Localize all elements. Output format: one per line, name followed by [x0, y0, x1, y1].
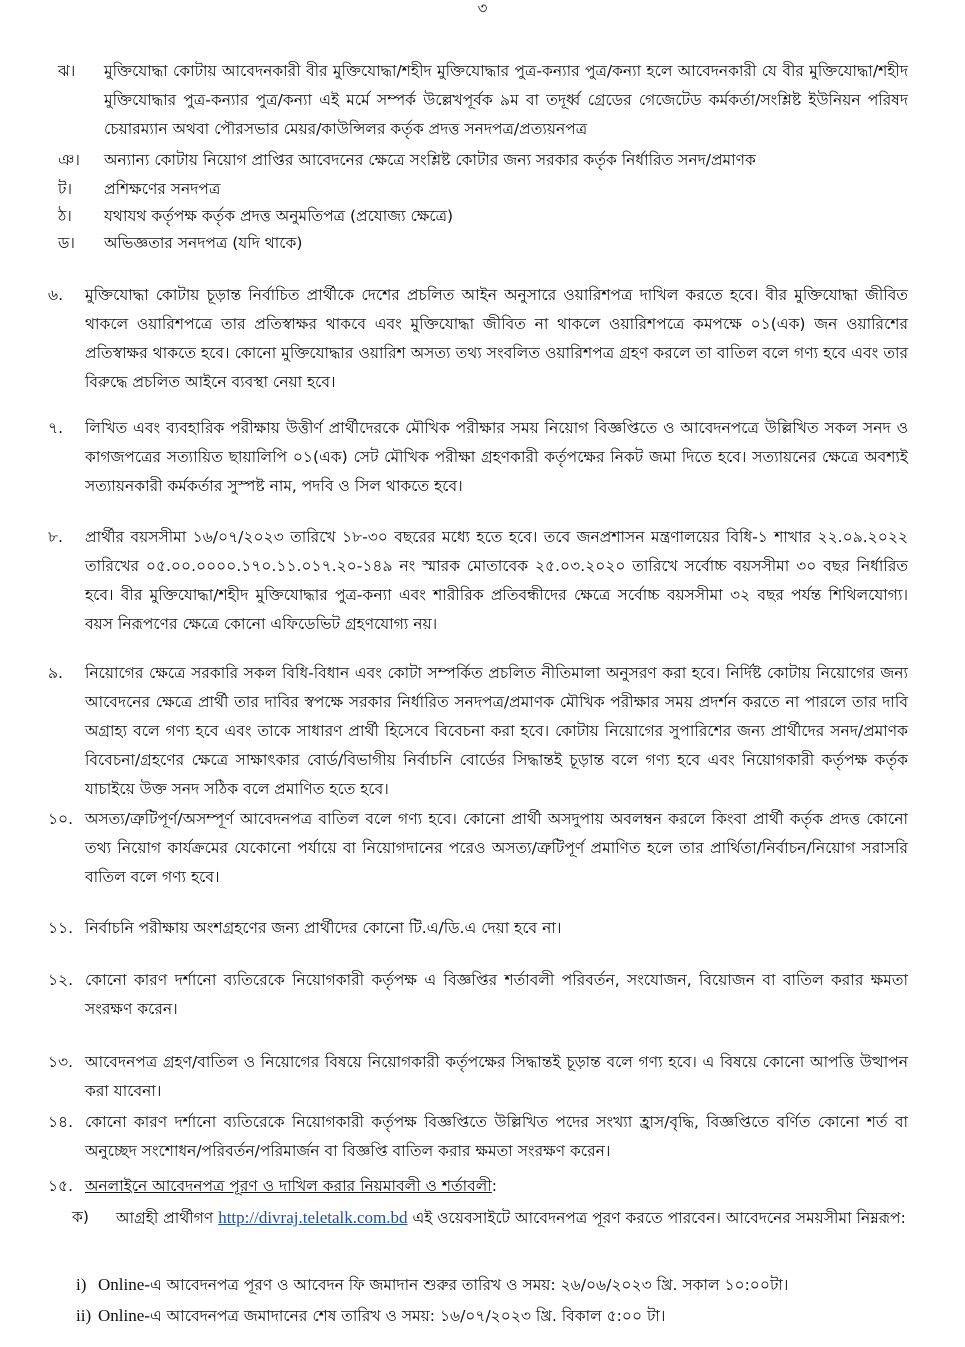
- clause-number: ১৩.: [48, 1053, 74, 1071]
- clause-number: ১১.: [48, 919, 74, 937]
- list-text: প্রশিক্ষণের সনদপত্র: [104, 180, 221, 198]
- clause-9: [48, 659, 908, 804]
- schedule-row-2: [76, 1301, 908, 1331]
- clause-14: [48, 1108, 908, 1166]
- list-item-dda: [58, 229, 908, 258]
- page-number: ৩: [477, 0, 488, 17]
- clause-8: [48, 523, 908, 639]
- clause-number: ১৪.: [48, 1113, 74, 1131]
- clause-text: অসত্য/ত্রুটিপূর্ণ/অসম্পূর্ণ আবেদনপত্র বাতিল বলে গণ্য হবে। কোনো প্রার্থী অসদুপায় অবলম্বন করলে কিংবা প্রার্থী কর্তৃক প্রদত্ত কোনো তথ্য নিয়োগ কার্যক্রমের যেকোনো পর্যায়ে বা নিয়োগদানের পরেও অসত্য/ত্রুটিপূর্ণ প্রমাণিত হলে তার প্রার্থিতা/নির্বাচন/নিয়োগ সরাসরি বাতিল বলে গণ্য হবে।: [85, 810, 908, 886]
- clause-number: ৯.: [48, 664, 63, 682]
- clause-text: আবেদনপত্র গ্রহণ/বাতিল ও নিয়োগের বিষয়ে নিয়োগকারী কর্তৃপক্ষের সিদ্ধান্তই চূড়ান্ত বলে গণ্য হবে। এ বিষয়ে কোনো আপত্তি উত্থাপন করা যাবেনা।: [85, 1053, 908, 1100]
- website-link[interactable]: http://divraj.teletalk.com.bd: [218, 1208, 408, 1227]
- clause-number: ১২.: [48, 971, 74, 989]
- clause-number: ৮.: [48, 528, 63, 546]
- online-prefix: Online-: [98, 1275, 150, 1294]
- schedule-text: [98, 1301, 908, 1331]
- clause-text: নিয়োগের ক্ষেত্রে সরকারি সকল বিধি-বিধান এবং কোটা সম্পর্কিত প্রচলিত নীতিমালা অনুসরণ করা হবে। নির্দিষ্ট কোটায় নিয়োগের জন্য আবেদনের ক্ষেত্রে প্রার্থী তার দাবির স্বপক্ষে সরকার নির্ধারিত সনদপত্র/প্রমাণক মৌখিক পরীক্ষার সময় প্রদর্শন করতে না পারলে তার দাবি অগ্রাহ্য বলে গণ্য হবে এবং তাকে সাধারণ প্রার্থী হিসেবে বিবেচনা করা হবে। কোটায় নিয়োগের সুপারিশের জন্য প্রার্থীদের সনদ/প্রমাণক বিবেচনা/গ্রহণের ক্ষেত্রে সাক্ষাৎকার বোর্ড/বিভাগীয় নির্বাচনি বোর্ডের সিদ্ধান্তই চূড়ান্ত বলে গণ্য হবে এবং নিয়োগকারী কর্তৃপক্ষ কর্তৃক যাচাইয়ে উক্ত সনদ সঠিক বলে প্রমাণিত হতে হবে।: [85, 664, 908, 798]
- sub-text: [116, 1203, 908, 1233]
- sub-prefix: আগ্রহী প্রার্থীগণ: [116, 1209, 214, 1227]
- clause-7: [48, 414, 908, 501]
- clause-number: ৭.: [48, 419, 64, 437]
- clause-text: মুক্তিযোদ্ধা কোটায় চূড়ান্ত নির্বাচিত প্রার্থীকে দেশের প্রচলিত আইন অনুসারে ওয়ারিশপত্র দাখিল করতে হবে। বীর মুক্তিযোদ্ধা জীবিত থাকলে ওয়ারিশপত্রে তার প্রতিস্বাক্ষর থাকবে এবং মুক্তিযোদ্ধা জীবিত না থাকলে ওয়ারিশপত্রে কমপক্ষে ০১(এক) জন ওয়ারিশের প্রতিস্বাক্ষর থাকতে হবে। কোনো মুক্তিযোদ্ধার ওয়ারিশ অসত্য তথ্য সংবলিত ওয়ারিশপত্র গ্রহণ করলে তা বাতিল বলে গণ্য হবে এবং তার বিরুদ্ধে প্রচলিত আইনে ব্যবস্থা নেয়া হবে।: [85, 286, 908, 391]
- clause-number: ১০.: [48, 810, 74, 828]
- list-item-jha: [58, 57, 908, 144]
- list-item-nya: [58, 146, 908, 175]
- list-text: অভিজ্ঞতার সনদপত্র (যদি থাকে): [104, 234, 303, 252]
- clause-13: [48, 1048, 908, 1106]
- sub-suffix: এই ওয়েবসাইটে আবেদনপত্র পূরণ করতে পারবেন। আবেদনের সময়সীমা নিম্নরূপ:: [412, 1209, 906, 1227]
- list-item-tta: [58, 175, 908, 204]
- clause-10: [48, 805, 908, 892]
- list-text: অন্যান্য কোটায় নিয়োগ প্রাপ্তির আবেদনের ক্ষেত্রে সংশ্লিষ্ট কোটার জন্য সরকার কর্তৃক নির্ধারিত সনদ/প্রমাণক: [104, 151, 756, 169]
- list-marker: ঠ।: [58, 207, 72, 225]
- clause-text: কোনো কারণ দর্শানো ব্যতিরেকে নিয়োগকারী কর্তৃপক্ষ এ বিজ্ঞপ্তির শর্তাবলী পরিবর্তন, সংযোজন, বিয়োজন বা বাতিল করার ক্ষমতা সংরক্ষণ করেন।: [85, 971, 908, 1018]
- list-text: মুক্তিযোদ্ধা কোটায় আবেদনকারী বীর মুক্তিযোদ্ধা/শহীদ মুক্তিযোদ্ধার পুত্র-কন্যার পুত্র/কন্যা হলে আবেদনকারী যে বীর মুক্তিযোদ্ধা/শহীদ মুক্তিযোদ্ধার পুত্র-কন্যার পুত্র/কন্যা এই মর্মে সম্পর্ক উল্লেখপূর্বক ৯ম বা তদূর্ধ্ব গ্রেডের গেজেটেড কর্মকর্তা/সংশ্লিষ্ট ইউনিয়ন পরিষদ চেয়ারম্যান অথবা পৌরসভার মেয়র/কাউন্সিলর কর্তৃক প্রদত্ত সনদপত্র/প্রত্যয়নপত্র: [104, 62, 908, 138]
- list-marker: ঞ।: [58, 151, 80, 169]
- clause-number: ১৫.: [48, 1177, 74, 1195]
- list-marker: ঝ।: [58, 62, 76, 80]
- clause-heading: অনলাইনে আবেদনপত্র পূরণ ও দাখিল করার নিয়মাবলী ও শর্তাবলী: [85, 1177, 492, 1195]
- clause-number: ৬.: [48, 286, 64, 304]
- schedule-row-1: [76, 1270, 908, 1300]
- clause-15: [48, 1172, 908, 1201]
- schedule-text: [98, 1270, 908, 1300]
- list-text: যথাযথ কর্তৃপক্ষ কর্তৃক প্রদত্ত অনুমতিপত্র (প্রযোজ্য ক্ষেত্রে): [104, 207, 454, 225]
- sub-marker: ক): [72, 1208, 89, 1226]
- heading-colon: :: [491, 1177, 498, 1195]
- clause-text: নির্বাচনি পরীক্ষায় অংশগ্রহণের জন্য প্রার্থীদের কোনো টি.এ/ডি.এ দেয়া হবে না।: [85, 919, 562, 937]
- clause-text: প্রার্থীর বয়সসীমা ১৬/০৭/২০২৩ তারিখে ১৮-৩০ বছরের মধ্যে হতে হবে। তবে জনপ্রশাসন মন্ত্রণালয়ের বিধি-১ শাখার ২২.০৯.২০২২ তারিখের ০৫.০০.০০০০.১৭০.১১.০১৭.২০-১৪৯ নং স্মারক মোতাবেক ২৫.০৩.২০২০ তারিখে সর্বোচ্চ বয়সসীমা ৩০ বছর নির্ধারিত হবে। বীর মুক্তিযোদ্ধা/শহীদ মুক্তিযোদ্ধার পুত্র-কন্যা এবং শারীরিক প্রতিবন্ধীদের ক্ষেত্রে সর্বোচ্চ বয়সসীমা ৩২ বছর পর্যন্ত শিথিলযোগ্য। বয়স নিরূপণের ক্ষেত্রে কোনো এফিডেভিট গ্রহণযোগ্য নয়।: [85, 528, 908, 633]
- clause-text: কোনো কারণ দর্শানো ব্যতিরেকে নিয়োগকারী কর্তৃপক্ষ বিজ্ঞপ্তিতে উল্লিখিত পদের সংখ্যা হ্রাস/বৃদ্ধি, বিজ্ঞপ্তিতে বর্ণিত কোনো শর্ত বা অনুচ্ছেদ সংশোধন/পরিবর্তন/পরিমার্জন বা বিজ্ঞপ্তি বাতিল করার ক্ষমতা সংরক্ষণ করেন।: [85, 1113, 908, 1160]
- list-item-ttha: [58, 202, 908, 231]
- clause-15-sub-ka: [72, 1203, 908, 1233]
- schedule-detail: এ আবেদনপত্র জমাদানের শেষ তারিখ ও সময়: ১৬/০৭/২০২৩ খ্রি. বিকাল ৫:০০ টা।: [149, 1307, 666, 1325]
- list-marker: ট।: [58, 180, 72, 198]
- clause-6: [48, 281, 908, 397]
- online-prefix: Online-: [98, 1306, 150, 1325]
- clause-11: [48, 914, 908, 943]
- clause-heading-wrap: [85, 1172, 908, 1201]
- schedule-marker: i): [76, 1275, 87, 1294]
- schedule-marker: ii): [76, 1306, 92, 1325]
- clause-12: [48, 966, 908, 1024]
- list-marker: ড।: [58, 234, 75, 252]
- clause-text: লিখিত এবং ব্যবহারিক পরীক্ষায় উত্তীর্ণ প্রার্থীদেরকে মৌখিক পরীক্ষার সময় নিয়োগ বিজ্ঞপ্তিতে ও আবেদনপত্রে উল্লিখিত সকল সনদ ও কাগজপত্রের সত্যায়িত ছায়ালিপি ০১(এক) সেট মৌখিক পরীক্ষা গ্রহণকারী কর্তৃপক্ষের নিকট জমা দিতে হবে। সত্যায়নের ক্ষেত্রে অবশ্যই সত্যায়নকারী কর্মকর্তার সুস্পষ্ট নাম, পদবি ও সিল থাকতে হবে।: [85, 419, 908, 495]
- schedule-detail: এ আবেদনপত্র পূরণ ও আবেদন ফি জমাদান শুরুর তারিখ ও সময়: ২৬/০৬/২০২৩ খ্রি. সকাল ১০:০০টা।: [149, 1276, 789, 1294]
